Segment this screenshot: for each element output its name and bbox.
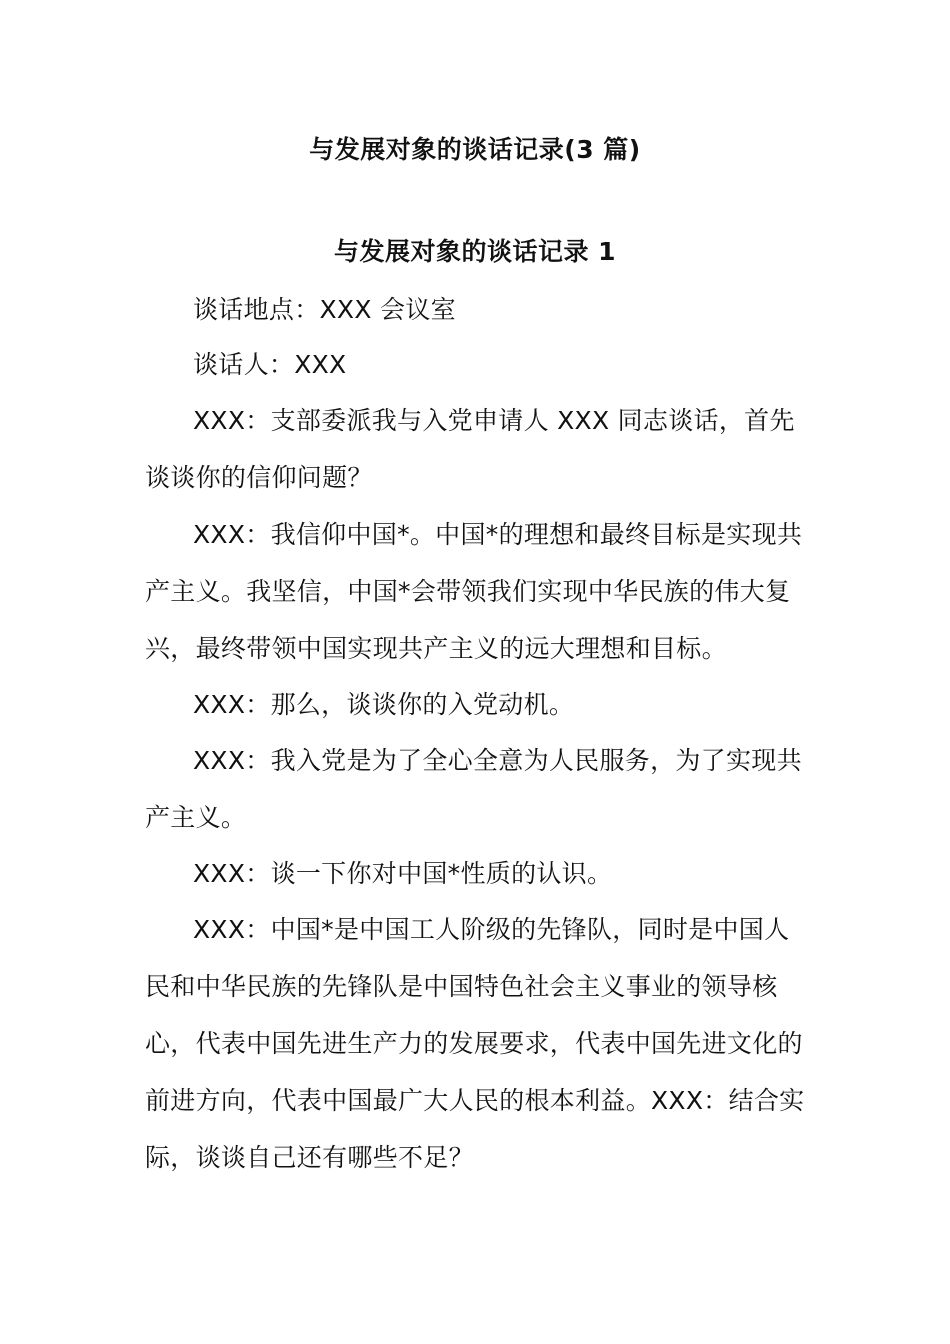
- paragraph-answer-motive: XXX：我入党是为了全心全意为人民服务，为了实现共产主义。: [145, 746, 802, 832]
- paragraph-question-motive: XXX：那么，谈谈你的入党动机。: [193, 690, 575, 719]
- paragraph-interviewer: 谈话人：XXX: [193, 350, 347, 379]
- paragraph-question-nature: XXX：谈一下你对中国*性质的认识。: [193, 859, 613, 888]
- paragraph-location: 谈话地点：XXX 会议室: [193, 295, 456, 324]
- paragraph-answer-nature: XXX：中国*是中国工人阶级的先锋队，同时是中国人民和中华民族的先锋队是中国特色社会主义事业的领导核心，代表中国先进生产力的发展要求，代表中国先进文化的前进方向，代表中国最广大人民的根本利益。XXX：结合实际，谈谈自己还有哪些不足？: [145, 915, 805, 1172]
- document-body: [145, 282, 809, 1186]
- paragraph-question-belief: XXX：支部委派我与入党申请人 XXX 同志谈话，首先谈谈你的信仰问题？: [145, 406, 795, 492]
- paragraph-answer-belief: XXX：我信仰中国*。中国*的理想和最终目标是实现共产主义。我坚信，中国*会带领我们实现中华民族的伟大复兴，最终带领中国实现共产主义的远大理想和目标。: [145, 520, 803, 663]
- document-title: 与发展对象的谈话记录(3 篇): [309, 135, 641, 164]
- section-title: 与发展对象的谈话记录 1: [333, 237, 617, 266]
